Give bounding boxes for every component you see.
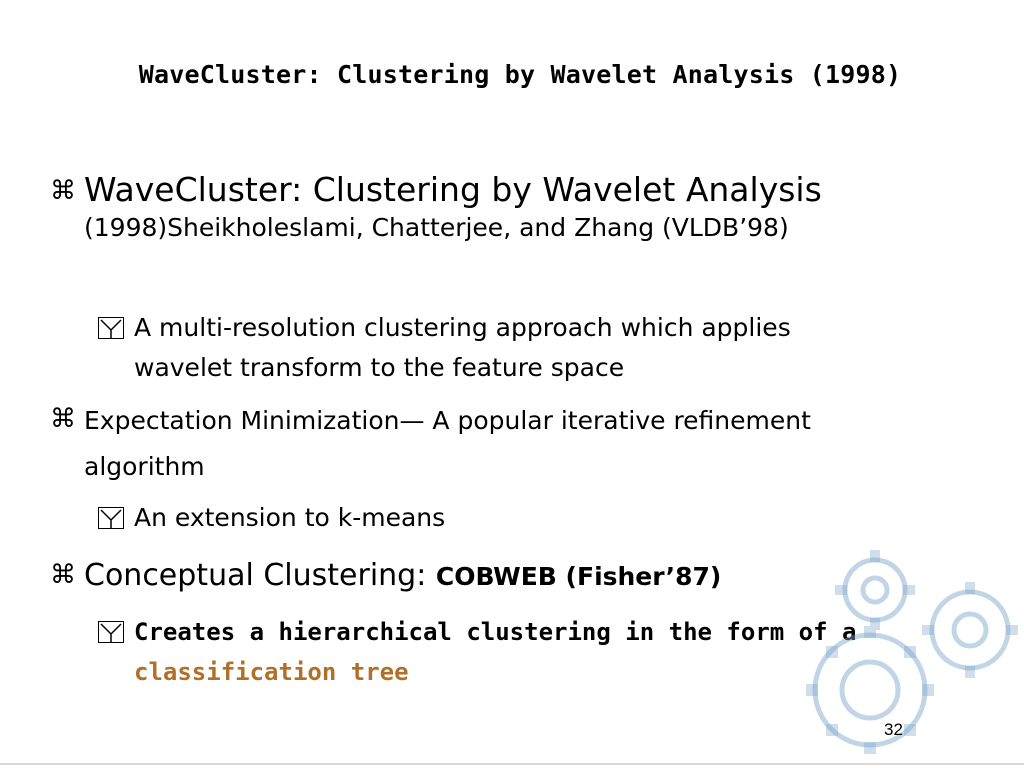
checkbox-y-marker: [98, 507, 124, 529]
bullet-main-text: WaveCluster: Clustering by Wavelet Analysis: [84, 170, 822, 209]
bullet-main-text: Conceptual Clustering:: [84, 558, 436, 593]
subbullet-multiresolution: [98, 308, 938, 388]
checkbox-y-marker: [98, 621, 124, 643]
checkbox-y-marker: [98, 317, 124, 339]
bullet-main-text: Expectation Minimization— A popular iterative refinement algorithm: [84, 406, 811, 481]
subbullet-bold-text: Creates a hierarchical clustering in the form of a: [134, 618, 857, 646]
subbullet-text: A multi-resolution clustering approach which applies wavelet transform to the feature space: [134, 313, 791, 382]
subbullet-text: An extension to k-means: [134, 503, 446, 532]
page-number: 32: [884, 720, 903, 739]
slide-title: WaveCluster: Clustering by Wavelet Analysis (1998): [138, 60, 902, 89]
bullet-expectation-minimization: [50, 398, 950, 490]
cobweb-label: COBWEB (Fisher’87): [435, 562, 722, 591]
subbullet-kmeans: [98, 498, 938, 538]
bullet-z-marker: ⌘: [50, 404, 76, 434]
bullet-detail-text: (1998)Sheikholeslami, Chatterjee, and Zhang (VLDB’98): [84, 213, 789, 242]
bullet-z-marker: ⌘: [50, 176, 76, 206]
bullet-z-marker: ⌘: [50, 560, 76, 590]
footer-divider: [0, 763, 1024, 765]
classification-tree-highlight: classification tree: [134, 658, 409, 686]
gears-watermark-icon: [800, 540, 1024, 768]
bullet-wavecluster: [50, 170, 950, 246]
